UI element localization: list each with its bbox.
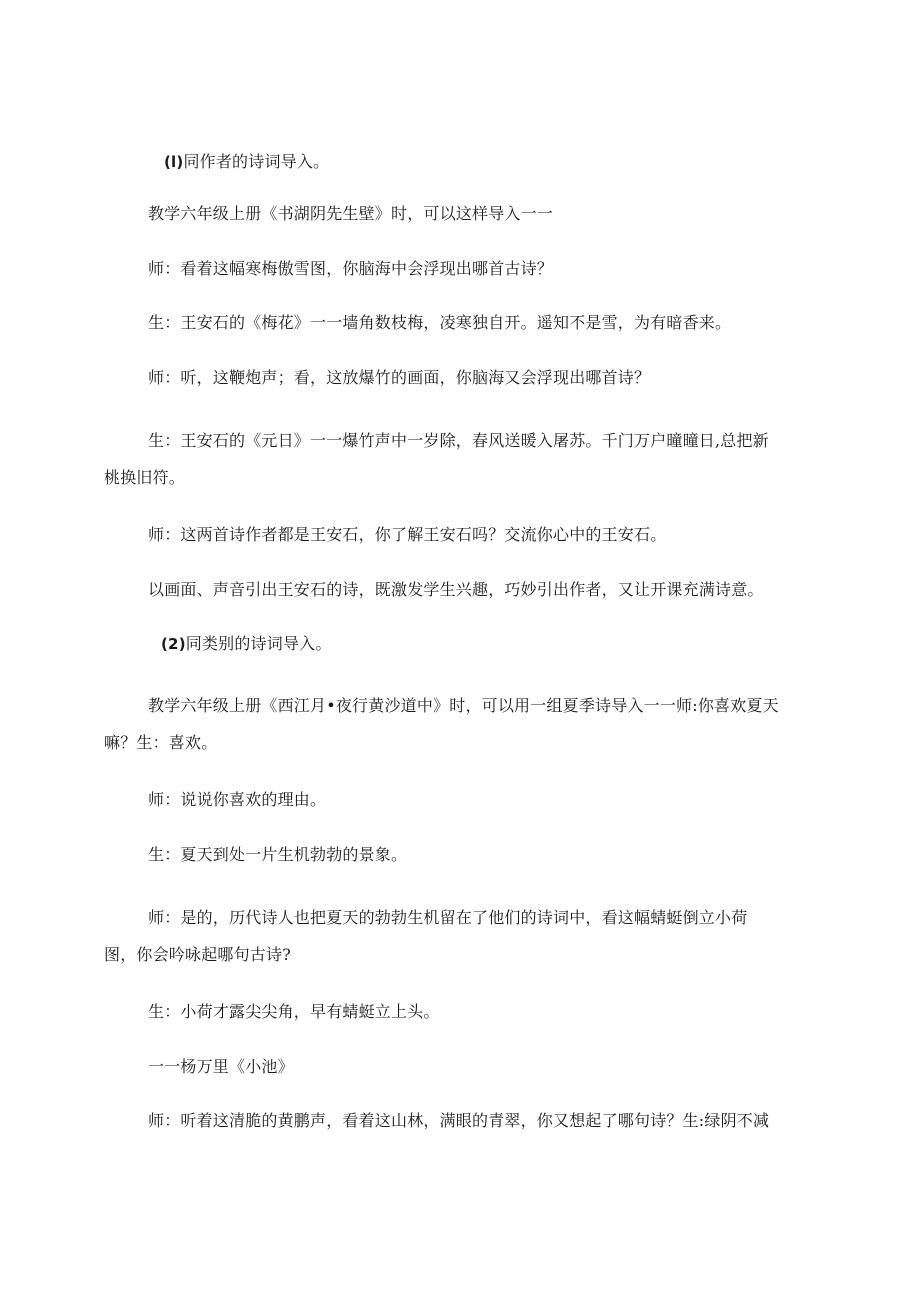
- section-heading-2: [104, 625, 877, 663]
- paragraph: [104, 899, 820, 973]
- paragraph-line: 师：是的，历代诗人也把夏天的勃勃生机留在了他们的诗词中，看这幅蜻蜓倒立小荷: [148, 908, 748, 927]
- paragraph: [104, 687, 820, 761]
- paragraph-line: 桃换旧符。: [104, 468, 186, 487]
- paragraph: 师：听，这鞭炮声；看，这放爆竹的画面，你脑海又会浮现出哪首诗？: [148, 368, 651, 387]
- section-title: 同类别的诗词导入。: [185, 634, 332, 653]
- paragraph: 一一杨万里《小池》: [148, 1057, 294, 1076]
- paragraph: 教学六年级上册《书湖阴先生壁》时，可以这样导入一一: [148, 204, 554, 223]
- paragraph: 师：听着这清脆的黄鹏声，看着这山林，满眼的青翠，你又想起了哪句诗？生:绿阴不减: [148, 1111, 770, 1130]
- paragraph: 师：这两首诗作者都是王安石，你了解王安石吗？交流你心中的王安石。: [148, 525, 667, 544]
- paragraph-line: 嘛？生：喜欢。: [104, 733, 218, 752]
- paragraph-line: 图，你会吟咏起哪句古诗?: [104, 945, 291, 964]
- paragraph-line: 生：王安石的《元日》一一爆竹声中一岁除，春风送暖入屠苏。千门万户曈曈日,总把新: [148, 431, 769, 450]
- paragraph: [104, 422, 820, 496]
- section-heading-1: [104, 143, 880, 181]
- paragraph-line: 教学六年级上册《西江月•夜行黄沙道中》时，可以用一组夏季诗导入一一师:你喜欢夏天: [148, 696, 779, 715]
- paragraph: 生：小荷才露尖尖角，早有蜻蜓立上头。: [148, 1002, 440, 1021]
- paragraph: 以画面、声音引出王安石的诗，既激发学生兴趣，巧妙引出作者，又让开课充满诗意。: [148, 580, 764, 599]
- section-number: (2): [161, 635, 186, 653]
- paragraph: 师：看着这幅寒梅傲雪图，你脑海中会浮现出哪首古诗？: [148, 259, 554, 278]
- paragraph: 生：夏天到处一片生机勃勃的景象。: [148, 845, 408, 864]
- section-title: 同作者的诗词导入。: [183, 152, 330, 171]
- paragraph: 生：王安石的《梅花》一一墙角数枝梅，凌寒独自开。遥知不是雪，为有暗香来。: [148, 313, 732, 332]
- paragraph: 师：说说你喜欢的理由。: [148, 790, 327, 809]
- section-number: (l): [164, 153, 184, 171]
